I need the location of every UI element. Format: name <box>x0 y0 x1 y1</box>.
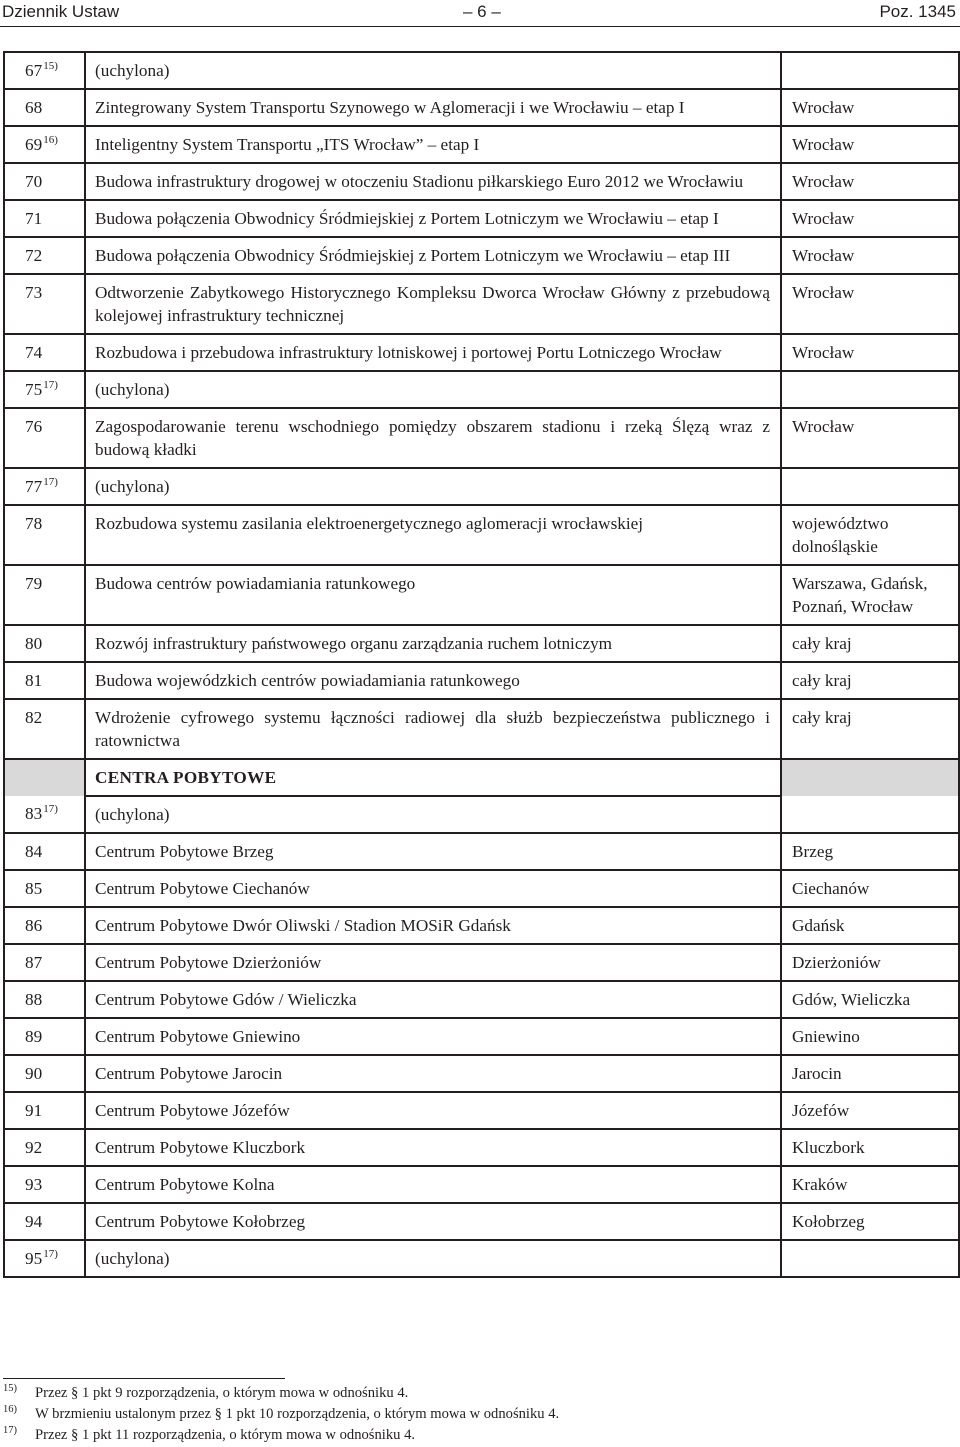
page-number: – 6 – <box>463 2 501 21</box>
investment-location <box>781 371 959 408</box>
footnote-rule <box>3 1378 285 1379</box>
row-number-text: 89 <box>25 1027 43 1046</box>
investment-location: Wrocław <box>781 334 959 371</box>
investment-name: Budowa infrastruktury drogowej w otoczeniu Stadionu piłkarskiego Euro 2012 we Wrocławiu <box>85 163 781 200</box>
row-number <box>4 408 85 468</box>
row-number-text: 95 <box>25 1249 43 1268</box>
investment-location: Warszawa, Gdańsk, Poznań, Wrocław <box>781 565 959 625</box>
row-number-text: 76 <box>25 417 43 436</box>
investment-name: Zagospodarowanie terenu wschodniego pomiędzy obszarem stadionu i rzeką Ślęzą wraz z budową kładki <box>85 408 781 468</box>
investment-name: Centrum Pobytowe Gdów / Wieliczka <box>85 981 781 1018</box>
investment-name: Centrum Pobytowe Jarocin <box>85 1055 781 1092</box>
investment-name: Centrum Pobytowe Gniewino <box>85 1018 781 1055</box>
footnote-text: Przez § 1 pkt 11 rozporządzenia, o którym mowa w odnośniku 4. <box>35 1427 416 1443</box>
investment-location: Gdów, Wieliczka <box>781 981 959 1018</box>
investment-name: Centrum Pobytowe Kołobrzeg <box>85 1203 781 1240</box>
investment-name: (uchylona) <box>85 52 781 89</box>
row-number <box>4 274 85 334</box>
investment-name: Centrum Pobytowe Brzeg <box>85 833 781 870</box>
footnote-reference: 17) <box>43 803 58 815</box>
table-row <box>4 907 959 944</box>
journal-title: Dziennik Ustaw <box>2 2 120 21</box>
row-number <box>4 625 85 662</box>
row-number-text: 68 <box>25 98 43 117</box>
investment-location <box>781 1240 959 1277</box>
investment-location: Wrocław <box>781 200 959 237</box>
table-row <box>4 796 959 833</box>
investment-location: Wrocław <box>781 408 959 468</box>
header-rule <box>0 26 960 27</box>
investment-location: Wrocław <box>781 163 959 200</box>
investment-name: Centrum Pobytowe Kolna <box>85 1166 781 1203</box>
investment-location: Kraków <box>781 1166 959 1203</box>
investment-name: (uchylona) <box>85 1240 781 1277</box>
row-number <box>4 371 85 408</box>
row-number <box>4 662 85 699</box>
table-row <box>4 833 959 870</box>
investment-location: cały kraj <box>781 699 959 759</box>
investments-table <box>3 51 960 1278</box>
row-number <box>4 200 85 237</box>
footnote-reference: 16) <box>43 134 58 146</box>
investment-location: Brzeg <box>781 833 959 870</box>
investment-location: cały kraj <box>781 662 959 699</box>
investment-name: Budowa wojewódzkich centrów powiadamiania ratunkowego <box>85 662 781 699</box>
row-number <box>4 699 85 759</box>
footnote-text: Przez § 1 pkt 9 rozporządzenia, o którym mowa w odnośniku 4. <box>35 1385 409 1401</box>
footnotes <box>3 1383 953 1446</box>
table-row <box>4 1129 959 1166</box>
investment-name: Budowa połączenia Obwodnicy Śródmiejskiej z Portem Lotniczym we Wrocławiu – etap III <box>85 237 781 274</box>
table-row <box>4 625 959 662</box>
row-number <box>4 237 85 274</box>
table-row <box>4 1203 959 1240</box>
row-number <box>4 1055 85 1092</box>
footnote-mark: 16) <box>3 1404 17 1415</box>
row-number-text: 78 <box>25 514 43 533</box>
table-row <box>4 334 959 371</box>
section-header-row <box>4 759 959 796</box>
table-row <box>4 565 959 625</box>
investment-name: (uchylona) <box>85 371 781 408</box>
table-row <box>4 408 959 468</box>
investment-name: Rozbudowa i przebudowa infrastruktury lotniskowej i portowej Portu Lotniczego Wrocław <box>85 334 781 371</box>
row-number-text: 80 <box>25 634 43 653</box>
table-row <box>4 163 959 200</box>
table-row <box>4 1018 959 1055</box>
table-row <box>4 1240 959 1277</box>
row-number <box>4 944 85 981</box>
table-row <box>4 981 959 1018</box>
row-number <box>4 468 85 505</box>
investment-name: Centrum Pobytowe Kluczbork <box>85 1129 781 1166</box>
position-number: Poz. 1345 <box>879 2 956 21</box>
table-row <box>4 468 959 505</box>
row-number-text: 69 <box>25 135 43 154</box>
investment-location: Ciechanów <box>781 870 959 907</box>
footnote-text: W brzmieniu ustalonym przez § 1 pkt 10 rozporządzenia, o którym mowa w odnośniku 4. <box>35 1406 560 1422</box>
row-number-text: 79 <box>25 574 43 593</box>
investment-location: województwo dolnośląskie <box>781 505 959 565</box>
investment-name: (uchylona) <box>85 796 781 833</box>
row-number <box>4 505 85 565</box>
table-row <box>4 699 959 759</box>
table-row <box>4 200 959 237</box>
investment-name: Budowa centrów powiadamiania ratunkowego <box>85 565 781 625</box>
table-row <box>4 870 959 907</box>
investment-name: Zintegrowany System Transportu Szynowego w Aglomeracji i we Wrocławiu – etap I <box>85 89 781 126</box>
row-number <box>4 1240 85 1277</box>
row-number <box>4 981 85 1018</box>
investment-location: Wrocław <box>781 89 959 126</box>
investment-location: cały kraj <box>781 625 959 662</box>
row-number <box>4 1203 85 1240</box>
table-row <box>4 371 959 408</box>
row-number <box>4 334 85 371</box>
investment-name: Inteligentny System Transportu „ITS Wrocław” – etap I <box>85 126 781 163</box>
row-number-text: 72 <box>25 246 43 265</box>
row-number-text: 67 <box>25 61 43 80</box>
investment-name: Centrum Pobytowe Józefów <box>85 1092 781 1129</box>
row-number <box>4 833 85 870</box>
row-number-text: 94 <box>25 1212 43 1231</box>
table-row <box>4 1166 959 1203</box>
section-title: CENTRA POBYTOWE <box>85 759 781 796</box>
investment-name: Centrum Pobytowe Dwór Oliwski / Stadion MOSiR Gdańsk <box>85 907 781 944</box>
footnote <box>3 1383 953 1404</box>
page-header <box>0 0 960 26</box>
investment-location <box>781 52 959 89</box>
investment-location: Jarocin <box>781 1055 959 1092</box>
row-number-text: 86 <box>25 916 43 935</box>
table-row <box>4 505 959 565</box>
row-number-text: 93 <box>25 1175 43 1194</box>
row-number-text: 92 <box>25 1138 43 1157</box>
table-row <box>4 1055 959 1092</box>
row-number <box>4 163 85 200</box>
footnote <box>3 1404 953 1425</box>
row-number-text: 73 <box>25 283 43 302</box>
row-number-text: 91 <box>25 1101 43 1120</box>
investment-location: Gdańsk <box>781 907 959 944</box>
row-number-text: 82 <box>25 708 43 727</box>
table-row <box>4 662 959 699</box>
investment-name: Rozwój infrastruktury państwowego organu zarządzania ruchem lotniczym <box>85 625 781 662</box>
investment-location: Wrocław <box>781 274 959 334</box>
investment-name: Budowa połączenia Obwodnicy Śródmiejskiej z Portem Lotniczym we Wrocławiu – etap I <box>85 200 781 237</box>
investment-location: Józefów <box>781 1092 959 1129</box>
row-number-text: 70 <box>25 172 43 191</box>
investment-name: Rozbudowa systemu zasilania elektroenergetycznego aglomeracji wrocławskiej <box>85 505 781 565</box>
investment-location: Dzierżoniów <box>781 944 959 981</box>
footnote <box>3 1425 953 1446</box>
row-number-text: 84 <box>25 842 43 861</box>
row-number <box>4 126 85 163</box>
footnote-reference: 15) <box>43 60 58 72</box>
row-number-text: 75 <box>25 380 43 399</box>
row-number-text: 77 <box>25 477 43 496</box>
row-number <box>4 1018 85 1055</box>
investment-name: (uchylona) <box>85 468 781 505</box>
investment-location: Gniewino <box>781 1018 959 1055</box>
row-number-text: 90 <box>25 1064 43 1083</box>
table-row <box>4 944 959 981</box>
row-number <box>4 89 85 126</box>
table-body <box>4 52 959 1277</box>
row-number-text: 85 <box>25 879 43 898</box>
section-spacer <box>4 759 85 796</box>
row-number <box>4 1166 85 1203</box>
footnote-mark: 17) <box>3 1425 17 1436</box>
table-row <box>4 1092 959 1129</box>
row-number-text: 81 <box>25 671 43 690</box>
row-number <box>4 52 85 89</box>
investment-location <box>781 468 959 505</box>
footnote-mark: 15) <box>3 1383 17 1394</box>
table-row <box>4 126 959 163</box>
row-number-text: 83 <box>25 804 43 823</box>
row-number <box>4 870 85 907</box>
table-row <box>4 274 959 334</box>
investment-location: Wrocław <box>781 237 959 274</box>
row-number <box>4 907 85 944</box>
investment-name: Wdrożenie cyfrowego systemu łączności radiowej dla służb bezpieczeństwa publicznego i ratownictwa <box>85 699 781 759</box>
row-number <box>4 796 85 833</box>
investment-location: Kołobrzeg <box>781 1203 959 1240</box>
row-number-text: 87 <box>25 953 43 972</box>
investment-name: Odtworzenie Zabytkowego Historycznego Kompleksu Dworca Wrocław Główny z przebudową kolejowej infrastruktury technicznej <box>85 274 781 334</box>
row-number-text: 88 <box>25 990 43 1009</box>
row-number <box>4 1092 85 1129</box>
section-spacer <box>781 759 959 796</box>
investment-name: Centrum Pobytowe Dzierżoniów <box>85 944 781 981</box>
footnote-reference: 17) <box>43 476 58 488</box>
row-number <box>4 1129 85 1166</box>
investment-name: Centrum Pobytowe Ciechanów <box>85 870 781 907</box>
footnote-reference: 17) <box>43 1248 58 1260</box>
row-number <box>4 565 85 625</box>
investment-location: Wrocław <box>781 126 959 163</box>
row-number-text: 71 <box>25 209 43 228</box>
table-row <box>4 237 959 274</box>
table-row <box>4 52 959 89</box>
table-row <box>4 89 959 126</box>
footnote-reference: 17) <box>43 379 58 391</box>
investment-location <box>781 796 959 833</box>
investment-location: Kluczbork <box>781 1129 959 1166</box>
row-number-text: 74 <box>25 343 43 362</box>
